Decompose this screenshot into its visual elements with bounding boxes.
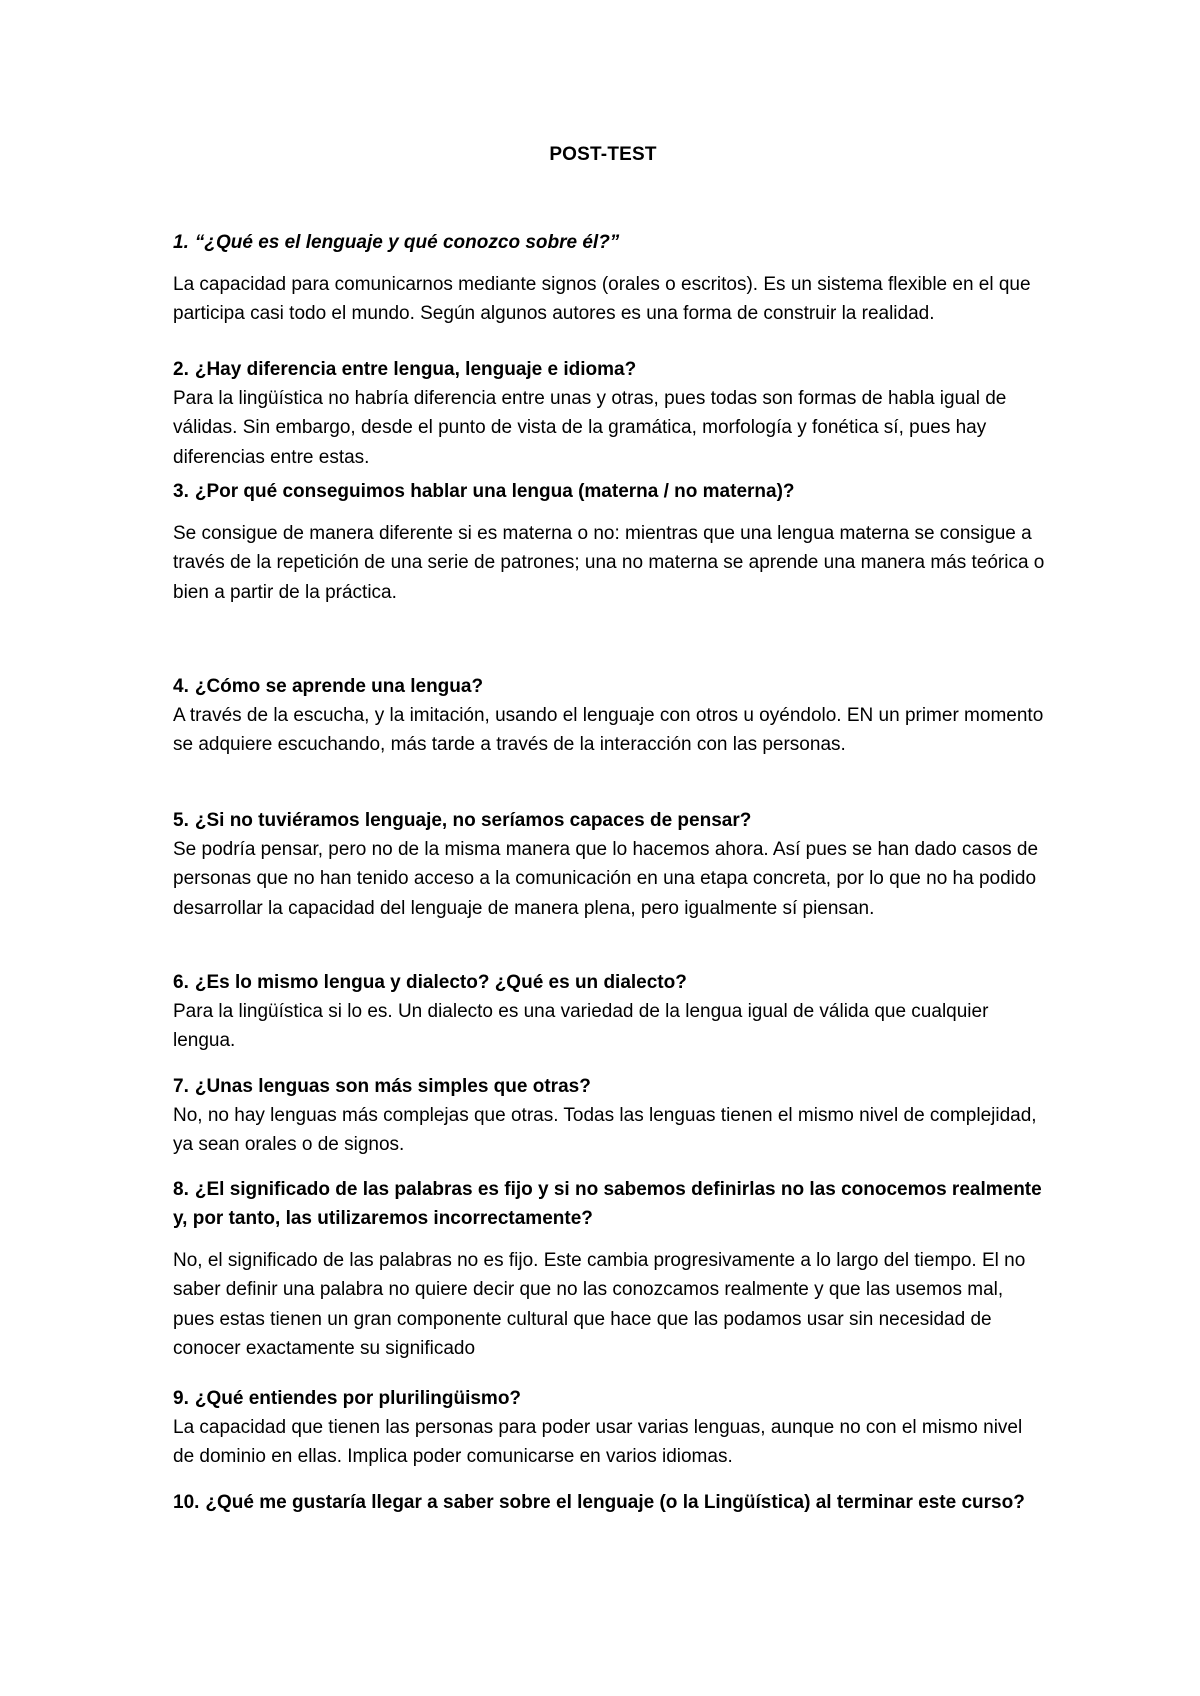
page-title: POST-TEST [549,144,657,165]
question-heading [173,477,1045,506]
answer-text: Se podría pensar, pero no de la misma manera que lo hacemos ahora. Así pues se han dado casos de personas que no han tenido acceso a la comunicación en una etapa concreta, por lo que no ha podido desarrollar la capacidad del lenguaje de manera plena, pero igualmente sí piensan. [173,839,1039,919]
answer-text: Para la lingüística no habría diferencia entre unas y otras, pues todas son formas de habla igual de válidas. Sin embargo, desde el punto de vista de la gramática, morfología y fonética sí, pues hay diferencias entre estas. [173,388,1007,468]
question-number: 2. [173,359,189,380]
question-number: 1. [173,232,189,253]
question-heading [173,228,1045,257]
answer-text: No, el significado de las palabras no es fijo. Este cambia progresivamente a lo largo del tiempo. El no saber definir una palabra no quiere decir que no las conozcamos realmente y que las usemos mal, pues estas tienen un gran componente cultural que hace que las podamos usar sin necesidad de conocer exactamente su significado [173,1250,1026,1359]
question-text: ¿Qué me gustaría llegar a saber sobre el lenguaje (o la Lingüística) al terminar este curso? [205,1492,1025,1513]
question-heading [173,1072,1045,1101]
question-number: 9. [173,1388,189,1409]
question-heading [173,355,1045,384]
question-heading [173,806,1045,835]
question-number: 6. [173,972,189,993]
question-text: ¿Por qué conseguimos hablar una lengua (materna / no materna)? [194,481,795,502]
question-heading [173,968,1045,997]
question-text: “¿Qué es el lenguaje y qué conozco sobre él?” [194,232,620,253]
question-number: 5. [173,810,189,831]
question-number: 8. [173,1179,189,1200]
answer-text: A través de la escucha, y la imitación, usando el lenguaje con otros u oyéndolo. EN un primer momento se adquiere escuchando, más tarde a través de la interacción con las personas. [173,705,1044,756]
question-block-6 [173,968,1045,1056]
answer-text: Se consigue de manera diferente si es materna o no: mientras que una lengua materna se consigue a través de la repetición de una serie de patrones; una no materna se aprende una manera más teórica o bien a partir de la práctica. [173,523,1045,603]
question-text: ¿Es lo mismo lengua y dialecto? ¿Qué es un dialecto? [194,972,687,993]
question-block-3 [173,477,1045,607]
question-text: ¿El significado de las palabras es fijo y si no sabemos definirlas no las conocemos realmente y, por tanto, las utilizaremos incorrectamente? [173,1179,1042,1229]
answer-text: Para la lingüística si lo es. Un dialecto es una variedad de la lengua igual de válida que cualquier lengua. [173,1001,989,1052]
question-heading [173,1384,1045,1413]
question-heading [173,672,1045,701]
question-number: 3. [173,481,189,502]
question-heading [173,1175,1045,1233]
question-block-8 [173,1175,1045,1363]
question-block-7 [173,1072,1045,1160]
question-heading [173,1488,1045,1517]
question-number: 7. [173,1076,189,1097]
question-number: 4. [173,676,189,697]
question-block-1 [173,228,1045,329]
question-block-9 [173,1384,1045,1472]
question-number: 10. [173,1492,200,1513]
question-block-10 [173,1488,1045,1517]
question-text: ¿Cómo se aprende una lengua? [194,676,484,697]
question-block-4 [173,672,1045,760]
answer-text: La capacidad para comunicarnos mediante signos (orales o escritos). Es un sistema flexible en el que participa casi todo el mundo. Según algunos autores es una forma de construir la realidad. [173,274,1031,325]
question-text: ¿Si no tuviéramos lenguaje, no seríamos capaces de pensar? [194,810,752,831]
question-block-2 [173,355,1045,472]
answer-text: No, no hay lenguas más complejas que otras. Todas las lenguas tienen el mismo nivel de complejidad, ya sean orales o de signos. [173,1105,1037,1156]
question-text: ¿Hay diferencia entre lengua, lenguaje e idioma? [194,359,637,380]
answer-text: La capacidad que tienen las personas para poder usar varias lenguas, aunque no con el mismo nivel de dominio en ellas. Implica poder comunicarse en varios idiomas. [173,1417,1023,1468]
question-text: ¿Unas lenguas son más simples que otras? [194,1076,591,1097]
question-text: ¿Qué entiendes por plurilingüismo? [194,1388,522,1409]
question-block-5 [173,806,1045,923]
